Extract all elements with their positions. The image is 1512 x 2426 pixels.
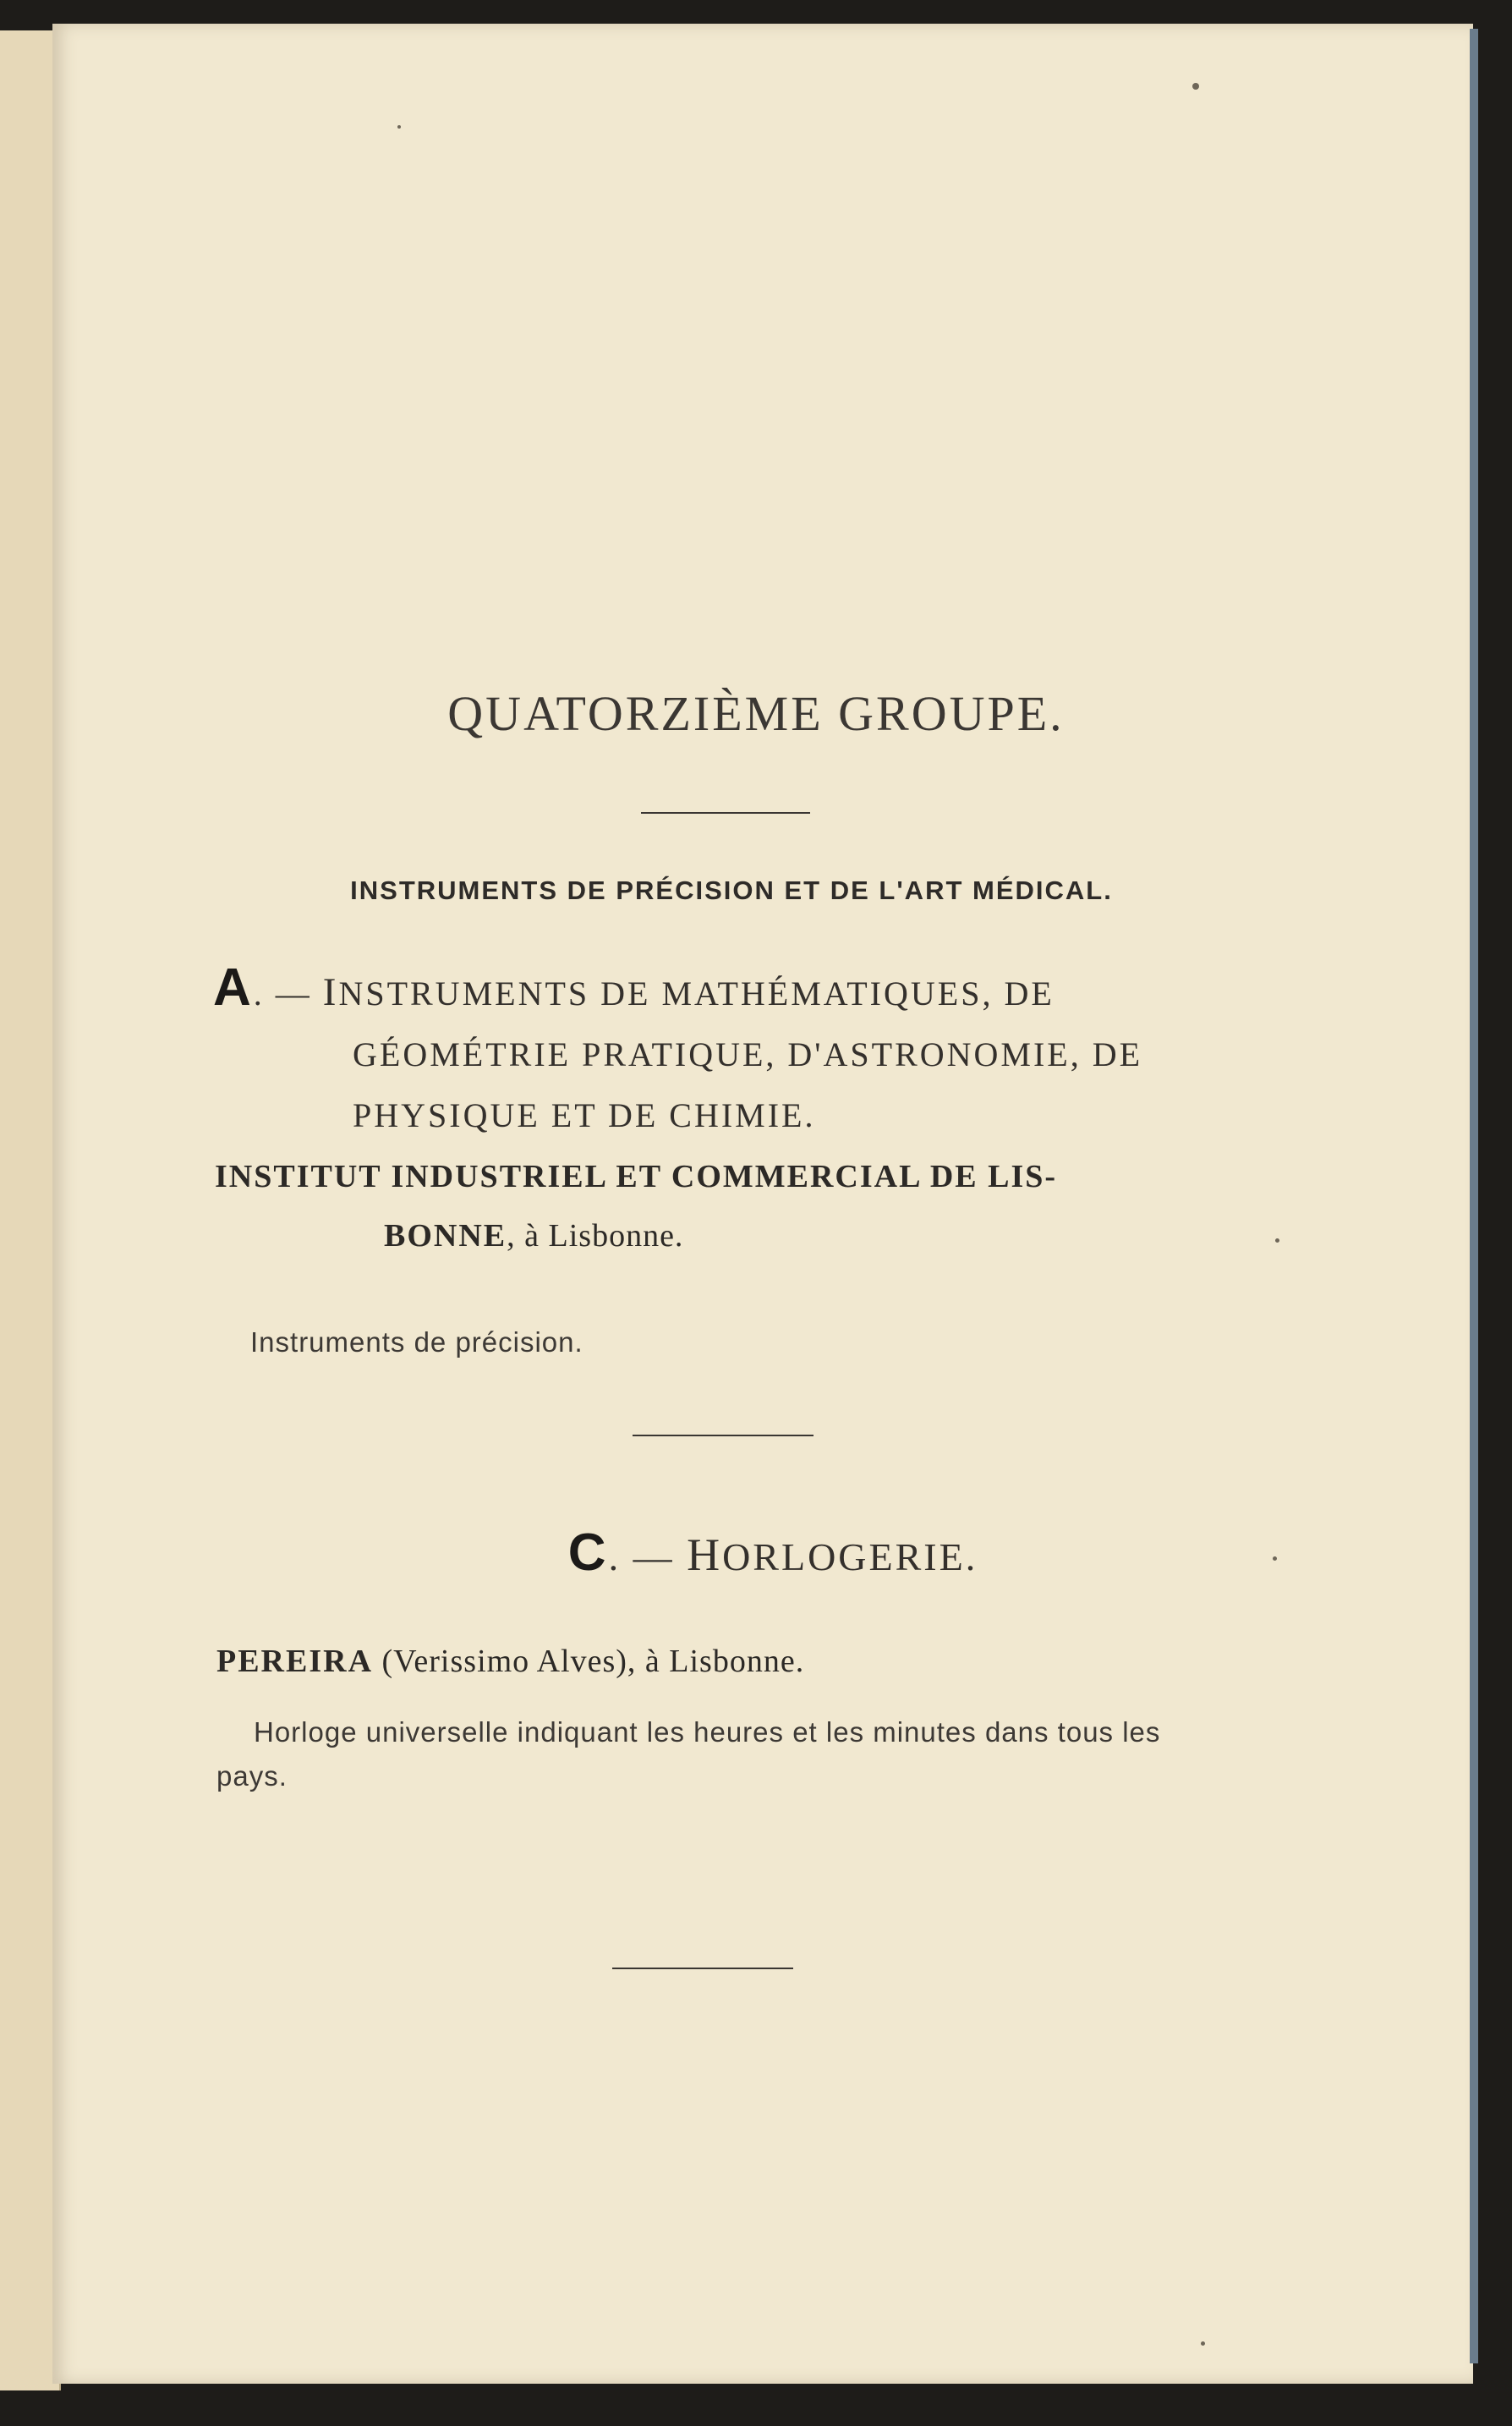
section-a-separator: . —	[253, 974, 323, 1013]
section-c-separator: . —	[608, 1535, 688, 1578]
section-c-initial: H	[687, 1529, 723, 1580]
exhibitor-institut	[215, 1150, 1314, 1269]
exhibitor-name-line1: INSTITUT INDUSTRIEL ET COMMERCIAL DE LIS-	[215, 1159, 1058, 1194]
specks	[397, 125, 401, 129]
specks	[1201, 2341, 1205, 2346]
exhibitor-name-line2: BONNE	[384, 1218, 507, 1254]
exhibitor-location: , à Lisbonne.	[507, 1218, 684, 1254]
title-divider	[641, 812, 810, 814]
specks	[1192, 83, 1199, 90]
group-title: QUATORZIÈME GROUPE.	[447, 686, 1065, 741]
page-edge-shadow	[1470, 29, 1478, 2363]
section-divider	[633, 1435, 814, 1436]
exhibitor-pereira-name: PEREIRA	[216, 1644, 374, 1679]
exhibitor-institut-description: Instruments de précision.	[250, 1326, 583, 1358]
end-divider	[612, 1968, 793, 1969]
specks	[1275, 1238, 1279, 1243]
section-a-initial: I	[322, 970, 339, 1014]
section-a-line1: NSTRUMENTS DE MATHÉMATIQUES, DE	[338, 974, 1055, 1013]
section-letter-c: C	[567, 1523, 609, 1582]
section-c-heading	[0, 1523, 1512, 1583]
section-a-line3: PHYSIQUE ET DE CHIMIE.	[353, 1096, 816, 1134]
section-letter-a: A	[213, 958, 254, 1017]
exhibitor-pereira	[216, 1643, 804, 1680]
section-c-title: ORLOGERIE.	[722, 1535, 978, 1578]
exhibitor-pereira-detail: (Verissimo Alves), à Lisbonne.	[373, 1644, 805, 1679]
section-a-heading	[213, 958, 1312, 1146]
specks	[1273, 1556, 1277, 1561]
section-a-line2: GÉOMÉTRIE PRATIQUE, D'ASTRONOMIE, DE	[353, 1035, 1143, 1073]
exhibitor-pereira-description: Horloge universelle indiquant les heures et les minutes dans tous les pays.	[216, 1716, 1161, 1792]
group-subtitle: INSTRUMENTS DE PRÉCISION ET DE L'ART MÉDICAL.	[350, 875, 1113, 905]
